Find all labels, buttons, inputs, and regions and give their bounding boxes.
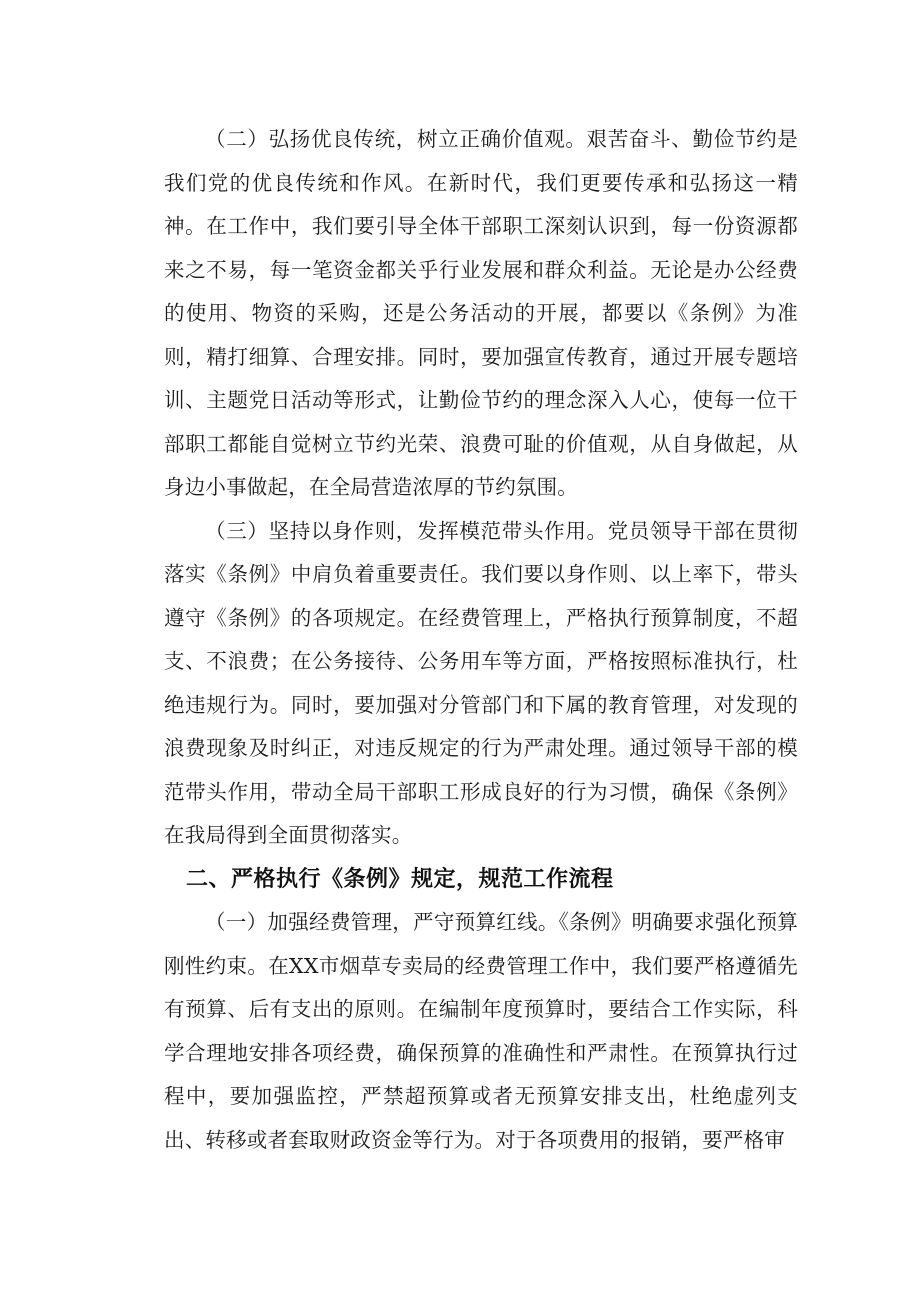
- document-body: [164, 118, 798, 1162]
- paragraph-promote-tradition: （二）弘扬优良传统，树立正确价值观。艰苦奋斗、勤俭节约是我们党的优良传统和作风。在新时代，我们更要传承和弘扬这一精神。在工作中，我们要引导全体干部职工深刻认识到，每一份资源都来之不易，每一笔资金都关乎行业发展和群众利益。无论是办公经费的使用、物资的采购，还是公务活动的开展，都要以《条例》为准则，精打细算、合理安排。同时，要加强宣传教育，通过开展专题培训、主题党日活动等形式，让勤俭节约的理念深入人心，使每一位干部职工都能自觉树立节约光荣、浪费可耻的价值观，从自身做起，从身边小事做起，在全局营造浓厚的节约氛围。: [164, 127, 798, 499]
- section-heading: 二、严格执行《条例》规定，规范工作流程: [186, 866, 614, 892]
- paragraph-lead-by-example: （三）坚持以身作则，发挥模范带头作用。党员领导干部在贯彻落实《条例》中肩负着重要责任。我们要以身作则、以上率下，带头遵守《条例》的各项规定。在经费管理上，严格执行预算制度，不超支、不浪费；在公务接待、公务用车等方面，严格按照标准执行，杜绝违规行为。同时，要加强对分管部门和下属的教育管理，对发现的浪费现象及时纠正，对违反规定的行为严肃处理。通过领导干部的模范带头作用，带动全局干部职工形成良好的行为习惯，确保《条例》在我局得到全面贯彻落实。: [164, 518, 798, 847]
- paragraph-budget-management: （一）加强经费管理，严守预算红线。《条例》明确要求强化预算刚性约束。在XX市烟草专卖局的经费管理工作中，我们要严格遵循先有预算、后有支出的原则。在编制年度预算时，要结合工作实际，科学合理地安排各项经费，确保预算的准确性和严肃性。在预算执行过程中，要加强监控，严禁超预算或者无预算安排支出，杜绝虚列支出、转移或者套取财政资金等行为。对于各项费用的报销，要严格审: [164, 910, 798, 1152]
